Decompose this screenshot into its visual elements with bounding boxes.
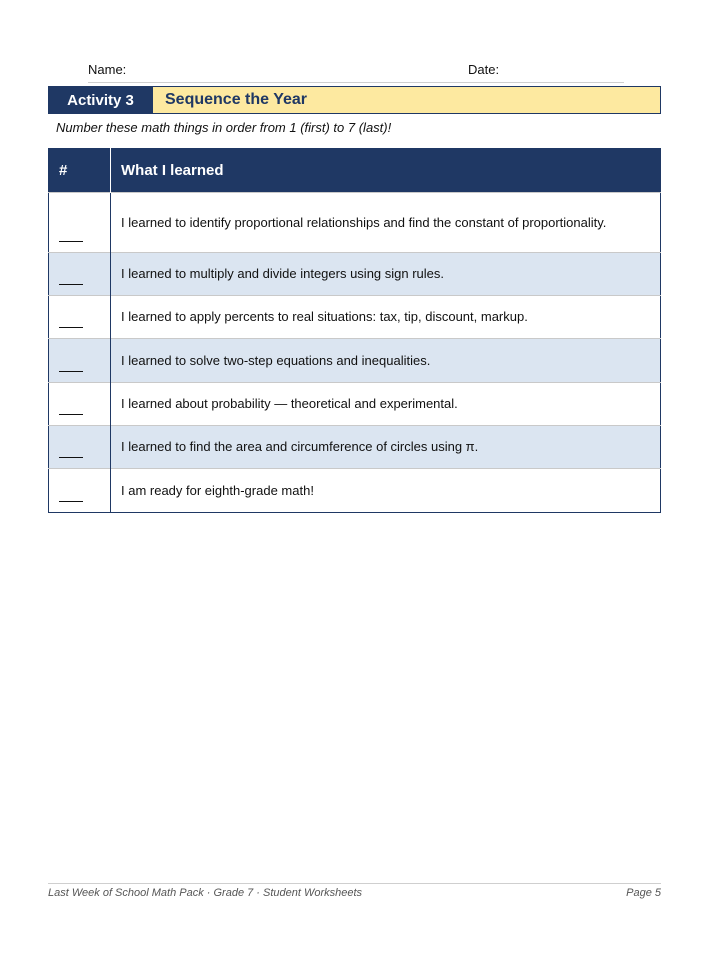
table-row xyxy=(49,193,661,253)
activity-header xyxy=(48,86,661,114)
sequence-table xyxy=(48,148,661,513)
learned-text: I am ready for eighth-grade math! xyxy=(111,469,661,513)
footer-divider xyxy=(48,883,661,884)
learned-text: I learned to solve two-step equations and inequalities. xyxy=(111,339,661,383)
learned-text: I learned to identify proportional relationships and find the constant of proportionality. xyxy=(111,193,661,253)
footer-title: Last Week of School Math Pack · Grade 7 · Student Worksheets xyxy=(48,887,363,899)
student-info-line xyxy=(88,62,624,83)
order-blank-cell[interactable] xyxy=(49,383,111,426)
learned-text: I learned to apply percents to real situations: tax, tip, discount, markup. xyxy=(111,296,661,339)
answer-blank[interactable] xyxy=(59,327,83,328)
answer-blank[interactable] xyxy=(59,501,83,502)
name-label: Name: xyxy=(88,62,127,77)
table-row xyxy=(49,253,661,296)
table-row xyxy=(49,296,661,339)
date-label: Date: xyxy=(468,62,500,77)
order-blank-cell[interactable] xyxy=(49,193,111,253)
learned-text: I learned to find the area and circumference of circles using π. xyxy=(111,426,661,469)
page-number: Page 5 xyxy=(626,887,661,899)
instructions: Number these math things in order from 1 (first) to 7 (last)! xyxy=(56,120,392,135)
answer-blank[interactable] xyxy=(59,241,83,242)
activity-number: Activity 3 xyxy=(49,87,152,113)
answer-blank[interactable] xyxy=(59,414,83,415)
order-blank-cell[interactable] xyxy=(49,296,111,339)
answer-blank[interactable] xyxy=(59,284,83,285)
order-blank-cell[interactable] xyxy=(49,253,111,296)
learned-text: I learned to multiply and divide integers using sign rules. xyxy=(111,253,661,296)
order-blank-cell[interactable] xyxy=(49,469,111,513)
order-blank-cell[interactable] xyxy=(49,426,111,469)
table-row xyxy=(49,383,661,426)
learned-text: I learned about probability — theoretical and experimental. xyxy=(111,383,661,426)
column-header-learned: What I learned xyxy=(111,149,661,193)
table-row xyxy=(49,426,661,469)
answer-blank[interactable] xyxy=(59,371,83,372)
table-header-row xyxy=(49,149,661,193)
activity-title: Sequence the Year xyxy=(152,87,660,113)
table-row xyxy=(49,469,661,513)
table-row xyxy=(49,339,661,383)
order-blank-cell[interactable] xyxy=(49,339,111,383)
column-header-number: # xyxy=(49,149,111,193)
answer-blank[interactable] xyxy=(59,457,83,458)
